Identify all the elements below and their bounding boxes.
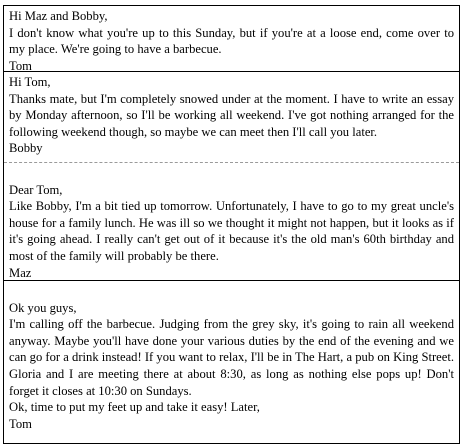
blank-line <box>9 283 454 300</box>
message-signature: Bobby <box>9 141 43 156</box>
message-bobby-reply <box>4 71 459 162</box>
message-body: Thanks mate, but I'm completely snowed under at the moment. I have to write an essay by Monday afternoon, so I'll be working all weekend. I've got nothing arranged for the following weekend though, so maybe we can meet then I'll call you later. <box>9 91 454 139</box>
message-thread <box>3 5 460 444</box>
message-body: I don't know what you're up to this Sunday, but if you're at a loose end, come over to my place. We're going to have a barbecue. <box>9 25 454 57</box>
blank-line <box>9 165 454 182</box>
message-greeting: Hi Maz and Bobby, <box>9 9 108 23</box>
message-tom-cancel <box>4 280 459 443</box>
message-maz-reply <box>4 162 459 280</box>
message-greeting: Ok you guys, <box>9 300 77 315</box>
message-signature: Tom <box>9 58 32 73</box>
message-greeting: Dear Tom, <box>9 182 63 197</box>
message-body: I'm calling off the barbecue. Judging from the grey sky, it's going to rain all weekend anyway. Maybe you'll have done your various duties by the end of the evening and we can go for a drink instead! If you want to relax, I'll be in The Hart, a pub on King Street. Gloria and I are meeting there at about 8:30, as long as nothing else pops up! Don't forget it closes at 10:30 on Sundays. <box>9 317 454 398</box>
message-body: Like Bobby, I'm a bit tied up tomorrow. Unfortunately, I have to go to my great uncle's house for a family lunch. He was ill so we thought it might not happen, but it looks as if it's going ahead. I really can't get out of it because it's the old man's 60th birthday and most of the family will probably be there. <box>9 199 454 263</box>
message-greeting: Hi Tom, <box>9 75 51 89</box>
message-signature: Tom <box>9 416 32 431</box>
message-signature: Maz <box>9 265 32 280</box>
message-closing: Ok, time to put my feet up and take it easy! Later, <box>9 400 260 415</box>
message-tom-invite <box>4 6 459 71</box>
